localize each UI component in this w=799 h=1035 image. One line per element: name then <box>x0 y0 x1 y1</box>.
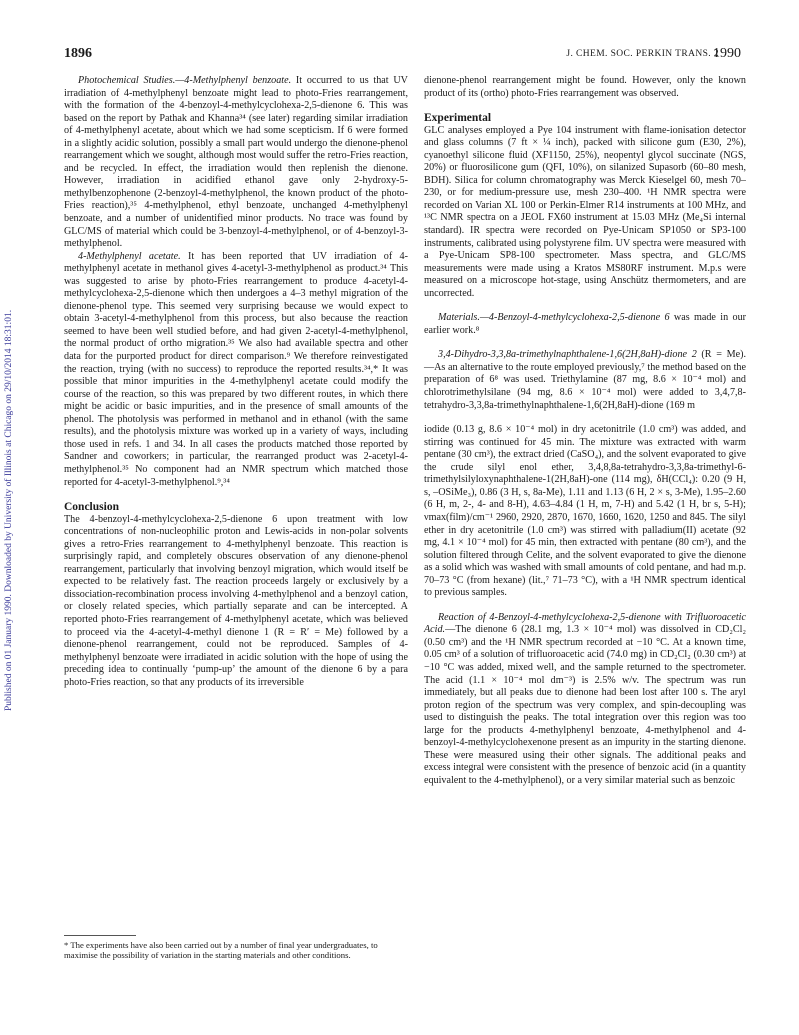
conclusion-heading: Conclusion <box>64 501 119 514</box>
experimental-paragraph: GLC analyses employed a Pye 104 instrument with flame-ionisation detector and glass columns (7 ft × ¼ inch), packed with silicone gum (E30, 2%), cyanoethyl silicone fluid (XF1150, 25%), neopentyl glycol succinate (NGS, 20%) or fluorosilicone gum (QFI, 10%), on silanized Supasorb (60–80 mesh, BDH). Silica for column chromatography was Merck Kieselgel 60, mesh 70–230, or for medium-pressure use, mesh 230–400. ¹H NMR spectra were recorded on Varian XL 100 or Perkin-Elmer R14 instruments at 100 MHz, and ¹³C NMR spectra on a JEOL FX60 instrument at 15.03 MHz (Me₄Si internal standard). IR spectra were recorded on Pye-Unicam SP1050 or SP3-100 instruments, calibrated using polystyrene film. UV spectra were measured with a Pye-Unicam SP8-100 spectrometer. Mass spectra, and GLC/MS measurements were made using a Kratos MS80RF instrument. M.p.s were measured on a microscope hot-stage, using Anschütz thermometers, and are uncorrected. <box>424 124 746 299</box>
paragraph-lead: Materials.—4-Benzoyl-4-methylcyclohexa-2,5-dienone 6 <box>438 312 670 324</box>
right-column <box>424 75 746 787</box>
footnote-rule <box>64 935 136 936</box>
paragraph-photochemical <box>64 75 408 251</box>
paragraph-body: It occurred to us that UV irradiation of 4-methylphenyl benzoate might lead to photo-Fries rearrangement, with the formation of the 4-benzoyl-4-methylcyclohexa-2,5-dienone 6. This was based on the report by Pathak and Khanna³⁴ (see later) regarding similar irradiation of 4-methylphenyl acetate, about which we had some scepticism. If 6 were formed in a slightly acidic solution, possibly a small part would undergo the dienone-phenol rearrangement which we sought, although most would suffer the retro-Fries reaction, and be recycled. In effect, the irradiation would then replenish the dienone. However, irradiation in acidified ethanol gave only 2-hydroxy-5-methylbenzophenone (2-benzoyl-4-methylphenol, the known product of the photo-Fries reaction),³⁵ 4-methylphenol, ethyl benzoate, unchanged 4-methylphenyl benzoate, and a number of unidentified minor products. No trace was found by GLC/MS of material which could be 3-benzoyl-4-methylphenol, or of 4-benzoyl-3-methylphenol. <box>64 75 408 250</box>
journal-title: J. CHEM. SOC. PERKIN TRANS. 2 <box>566 49 719 59</box>
paragraph-acetate <box>64 251 408 489</box>
dihydro-paragraph <box>424 349 746 412</box>
page-header <box>64 46 741 64</box>
paragraph-body: It has been reported that UV irradiation of 4-methylphenyl acetate in methanol gives 4-acetyl-3-methylphenol as product.³⁴ This was suggested to arise by photo-Fries rearrangement to produce 4-acetyl-4-methylcyclohexa-2,5-dienone which then undergoes a 4–3 methyl migration of the dienone-phenol type. This seemed very surprising because we would expect to obtain 3-acetyl-4-methylphenol from this process, but also because the reaction seemed to have been well studied before, and had given 2-acetyl-4-methylphenol, the normal product of ortho migration.³⁵ We also had available spectra and other data for the purported product for direct comparison.⁹ We therefore reinvestigated the reaction, trying (with no success) to reproduce the reported results.³⁴,* It was possible that minor impurities in the 4-methylphenyl acetate could modify the course of the reaction, so this was prepared by two different routes, in which there might be acidic or basic impurities, and in the presence of small amounts of the phenol. The photolysis was performed in methanol and in ethanol (with the same results), and the photolysis mixture was worked up in a variety of ways, including those used in refs. 1 and 34. In all cases the products matched those reported by Sandner and coworkers; in particular, the rearranged product was 2-acetyl-4-methylphenol.³⁵ No component had an NMR spectrum which matched those reported for 4-acetyl-3-methylphenol.⁹,³⁴ <box>64 250 408 488</box>
paragraph-body: was made in our earlier work.⁸ <box>424 312 747 336</box>
download-watermark: Published on 01 January 1990. Downloaded by University of Illinois at Chicago on 29/10/2014 18:31:01. <box>4 309 14 711</box>
paragraph-continuation: dienone-phenol rearrangement might be found. However, only the known product of its (ortho) photo-Fries rearrangement was observed. <box>424 75 746 99</box>
conclusion-paragraph: The 4-benzoyl-4-methylcyclohexa-2,5-dienone 6 upon treatment with low concentrations of non-nucleophilic proton and Lewis-acids in non-polar solvents gives a retro-Fries rearrangement to 4-methylphenyl benzoate. This reaction is surprisingly rapid, and completely obscures observation of any dienone-phenol rearrangement, particularly that involving benzoyl migration, which would itself be expected to be relatively fast. The reaction proceeds largely or exclusively by a dissociation-recombination process involving 4-methylphenol and a benzoyl cation, or closely related species, which partially separate and can be intercepted. A reported photo-Fries rearrangement of 4-methylphenyl acetate, which was believed to proceed via the 4-acetyl-4-methyl dienone 1 (R = R′ = Me) followed by a dienone-phenol rearrangement, could not be reproduced. Samples of 4-methylphenyl benzoate were irradiated in acidic solution with the hope of using the preceding idea to continually ‘pump-up’ the amount of the dienone 6 by a para photo-Fries reaction, so that any products of its irreversible <box>64 513 408 688</box>
paragraph-lead: Reaction of 4-Benzoyl-4-methylcyclohexa-2,5-dienone with Trifluoroacetic Acid. <box>424 611 746 636</box>
paragraph-body: (R = Me).—As an alternative to the route employed previously,⁷ the method based on the preparation of 6⁸ was used. Triethylamine (87 mg, 8.6 × 10⁻⁴ mol) and chlorotrimethylsilane (94 mg, 8.6 × 10⁻⁴ mol) were added to 3,4,7,8-tetrahydro-3,3,8a-trimethylnaphthalene-1,6(2H,8aH)-dione (169 m <box>424 349 746 411</box>
materials-paragraph <box>424 312 746 337</box>
paragraph-lead: Photochemical Studies.—4-Methylphenyl benzoate. <box>78 75 292 86</box>
dihydro-continuation: iodide (0.13 g, 8.6 × 10⁻⁴ mol) in dry acetonitrile (1.0 cm³) was added, and stirring was continued for 45 min. The mixture was extracted with warm pentane (30 cm³), the extract dried (CaSO₄), and the solvent evaporated to give the crude silyl enol ether, 3,4,8,8a-tetrahydro-3,3,8a-trimethyl-6-trimethylsilyloxynaphthalene-1(2H,8aH)-one (114 mg), δH(CCl₄): 0.20 (9 H, s, –OSiMe₃), 0.86 (3 H, s, 8a-Me), 1.11 and 1.13 (6 H, 2 × s, 3-Me), 1.95–2.60 (6 H, m, 2-, 4- and 8-H), 4.63–4.84 (1 H, m, 7-H) and 5.42 (1 H, br s, 5-H); νmax(film)/cm⁻¹ 2960, 2920, 2870, 1670, 1660, 1620, 1250 and 845. The silyl ether in dry acetonitrile (1.0 cm³) was stirred with palladium(II) acetate (92 mg, 4.1 × 10⁻⁴ mol) for 45 min, then extracted with pentane (80 cm³), and the solution filtered through Celite, and the solvent evaporated to give the dienone as a solid which was washed with small amounts of cold pentane, and had m.p. 70–73 °C (from hexane) (lit.,⁷ 71–73 °C), with a ¹H NMR spectrum identical to previous samples. <box>424 424 746 599</box>
footnote <box>64 935 408 960</box>
paragraph-lead: 3,4-Dihydro-3,3,8a-trimethylnaphthalene-1,6(2H,8aH)-dione 2 <box>438 349 697 361</box>
footnote-text: * The experiments have also been carried out by a number of final year undergraduates, to maximise the possibility of variation in the starting materials and other conditions. <box>64 940 378 961</box>
left-column <box>64 75 408 689</box>
experimental-heading: Experimental <box>424 112 492 125</box>
reaction-paragraph <box>424 612 746 788</box>
journal-year: 1990 <box>713 46 741 61</box>
page-number: 1896 <box>64 46 92 61</box>
paragraph-body: —The dienone 6 (28.1 mg, 1.3 × 10⁻⁴ mol) was dissolved in CD₂Cl₂ (0.50 cm³) and the ¹H NMR spectrum recorded at −10 °C. At a known time, 0.05 cm³ of a solution of trifluoroacetic acid (74.0 mg) in CD₂Cl₂ (0.30 cm³) at −10 °C was added, mixed well, and the sample returned to the spectrometer. The acid (1.1 × 10⁻⁴ mol dm⁻³) is 2.5% w/v. The spectrum was run immediately, but all peaks due to dienone had been lost after 100 s. The aryl proton region of the spectrum was very complex, and spin-decoupling was used to distinguish the peaks. The total integration over this region was too large for the products 4-methylphenyl benzoate, 4-methylphenol and 4-benzoyl-4-methylcyclohexenone present as an impurity in the starting dienone. These were measured using their other signals. The additional peaks and excess integral were consistent with the presence of benzoic acid (in a quantity equivalent to the 4-methylphenol), or a very similar material such as benzoic <box>424 624 746 786</box>
paragraph-lead: 4-Methylphenyl acetate. <box>78 250 181 262</box>
